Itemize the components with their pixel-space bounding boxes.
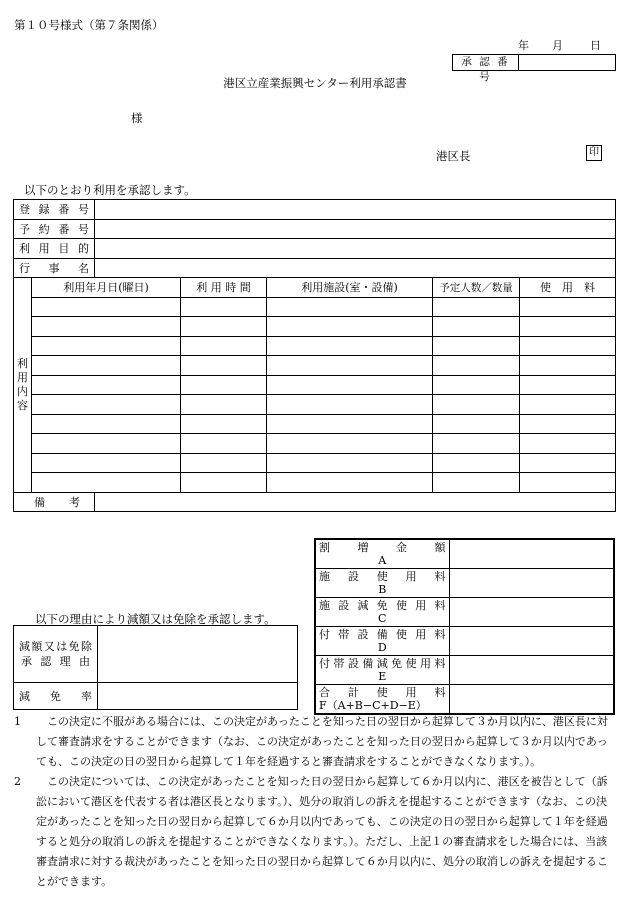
- facility-cell[interactable]: [267, 414, 433, 434]
- reduction-table: [13, 625, 298, 710]
- fee-label-facility-reduction: 施設減免使用料 C: [315, 598, 449, 627]
- date-month-label: 月: [552, 39, 563, 52]
- date-cell[interactable]: [32, 375, 181, 395]
- usage-label-char: 内: [17, 384, 28, 398]
- document-title: 港区立産業振興センター利用承認書: [223, 76, 407, 90]
- usage-details-label: [14, 278, 32, 493]
- notes-section: [14, 712, 616, 892]
- column-header-date: 利用年月日(曜日): [32, 278, 181, 298]
- facility-cell[interactable]: [267, 434, 433, 454]
- date-cell[interactable]: [32, 473, 181, 493]
- reservation-number-field[interactable]: [95, 219, 616, 239]
- approval-number-label: 承 認 番 号: [453, 55, 519, 70]
- fee-cell[interactable]: [520, 297, 616, 317]
- fee-value-facility[interactable]: [449, 569, 614, 598]
- date-cell[interactable]: [32, 453, 181, 473]
- fee-cell[interactable]: [520, 453, 616, 473]
- people-cell[interactable]: [433, 375, 520, 395]
- facility-cell[interactable]: [267, 356, 433, 376]
- reservation-number-label: 予約番号: [14, 219, 95, 239]
- usage-row: [14, 356, 616, 376]
- people-cell[interactable]: [433, 414, 520, 434]
- time-cell[interactable]: [181, 453, 267, 473]
- time-cell[interactable]: [181, 356, 267, 376]
- date-year-label: 年: [518, 39, 529, 52]
- usage-row: [14, 395, 616, 415]
- facility-cell[interactable]: [267, 317, 433, 337]
- usage-row: [14, 453, 616, 473]
- note-item: [14, 772, 616, 892]
- usage-row: [14, 414, 616, 434]
- fee-value-equipment-reduction[interactable]: [449, 656, 614, 685]
- date-cell[interactable]: [32, 336, 181, 356]
- time-cell[interactable]: [181, 434, 267, 454]
- fee-value-facility-reduction[interactable]: [449, 598, 614, 627]
- date-cell[interactable]: [32, 317, 181, 337]
- time-cell[interactable]: [181, 336, 267, 356]
- facility-cell[interactable]: [267, 453, 433, 473]
- fee-cell[interactable]: [520, 395, 616, 415]
- usage-label-char: 用: [17, 370, 28, 384]
- time-cell[interactable]: [181, 297, 267, 317]
- date-cell[interactable]: [32, 297, 181, 317]
- fee-cell[interactable]: [520, 336, 616, 356]
- fee-label-total: 合計使用料 F（A+B−C+D−E）: [315, 685, 449, 715]
- usage-label-char: 容: [17, 398, 28, 412]
- remarks-label: 備考: [14, 492, 95, 512]
- people-cell[interactable]: [433, 453, 520, 473]
- registration-number-label: 登録番号: [14, 200, 95, 220]
- usage-table: [13, 199, 616, 512]
- fee-label-equipment-reduction: 付帯設備減免使用料 E: [315, 656, 449, 685]
- time-cell[interactable]: [181, 395, 267, 415]
- facility-cell[interactable]: [267, 375, 433, 395]
- usage-row: [14, 297, 616, 317]
- time-cell[interactable]: [181, 375, 267, 395]
- remarks-field[interactable]: [95, 492, 616, 512]
- column-header-time: 利 用 時 間: [181, 278, 267, 298]
- people-cell[interactable]: [433, 395, 520, 415]
- time-cell[interactable]: [181, 473, 267, 493]
- fee-value-surcharge[interactable]: [449, 539, 614, 569]
- people-cell[interactable]: [433, 297, 520, 317]
- note-number: 2: [14, 775, 21, 788]
- note-text: この決定に不服がある場合には、この決定があったことを知った日の翌日から起算して３か月以内に、港区長に対して審査請求をすることができます（なお、この決定があったことを知った日の翌日から起算して３か月以内であっても、この決定の日の翌日から起算して１年を経過すると審査請求をすることができなくなります。）。: [36, 715, 608, 768]
- date-cell[interactable]: [32, 434, 181, 454]
- fee-cell[interactable]: [520, 414, 616, 434]
- usage-row: [14, 375, 616, 395]
- date-cell[interactable]: [32, 395, 181, 415]
- people-cell[interactable]: [433, 356, 520, 376]
- usage-row: [14, 434, 616, 454]
- fee-calculation-table: [314, 538, 615, 715]
- registration-number-field[interactable]: [95, 200, 616, 220]
- usage-row: [14, 473, 616, 493]
- reduction-rate-field[interactable]: [98, 683, 298, 710]
- reduction-intro: 以下の理由により減額又は免除を承認します。: [35, 612, 276, 626]
- fee-label-facility: 施設使用料 B: [315, 569, 449, 598]
- fee-value-total[interactable]: [449, 685, 614, 715]
- form-number: 第１０号様式（第７条関係）: [14, 18, 164, 32]
- people-cell[interactable]: [433, 317, 520, 337]
- people-cell[interactable]: [433, 336, 520, 356]
- approval-number-field[interactable]: [519, 55, 615, 70]
- reduction-rate-label: 減免率: [14, 683, 98, 710]
- column-header-fee: 使 用 料: [520, 278, 616, 298]
- note-text: この決定については、この決定があったことを知った日の翌日から起算して６か月以内に、港区を被告として（訴訟において港区を代表する者は港区長となります。）、処分の取消しの訴えを提起することができます（なお、この決定があったことを知った日の翌日から起算して６か月以内であっても、この決定の日の翌日から起算して１年を経過すると処分の取消しの訴えを提起することができなくなります。）。ただし、上記１の審査請求をした場合には、当該審査請求に対する裁決があったことを知った日の翌日から起算して６か月以内に、処分の取消しの訴えを提起することができます。: [36, 775, 608, 888]
- facility-cell[interactable]: [267, 336, 433, 356]
- issuer-name: 港区長: [436, 149, 471, 163]
- facility-cell[interactable]: [267, 297, 433, 317]
- fee-label-equipment: 付帯設備使用料 D: [315, 627, 449, 656]
- time-cell[interactable]: [181, 414, 267, 434]
- event-name-field[interactable]: [95, 258, 616, 278]
- date-cell[interactable]: [32, 414, 181, 434]
- people-cell[interactable]: [433, 434, 520, 454]
- column-header-facility: 利用施設(室・設備): [267, 278, 433, 298]
- fee-cell[interactable]: [520, 356, 616, 376]
- approval-intro: 以下のとおり利用を承認します。: [24, 183, 196, 197]
- fee-cell[interactable]: [520, 473, 616, 493]
- addressee-suffix: 様: [131, 111, 143, 125]
- fee-cell[interactable]: [520, 434, 616, 454]
- usage-label-char: 利: [17, 356, 28, 370]
- event-name-label: 行事名: [14, 258, 95, 278]
- fee-value-equipment[interactable]: [449, 627, 614, 656]
- fee-cell[interactable]: [520, 375, 616, 395]
- time-cell[interactable]: [181, 317, 267, 337]
- facility-cell[interactable]: [267, 473, 433, 493]
- note-number: 1: [14, 715, 21, 728]
- purpose-field[interactable]: [95, 239, 616, 259]
- facility-cell[interactable]: [267, 395, 433, 415]
- note-item: [14, 712, 616, 772]
- reduction-reason-label: 減額又は免除 承認理由: [14, 626, 98, 683]
- people-cell[interactable]: [433, 473, 520, 493]
- approval-number-box: [452, 54, 616, 83]
- usage-row: [14, 336, 616, 356]
- reduction-reason-field[interactable]: [98, 626, 298, 683]
- fee-cell[interactable]: [520, 317, 616, 337]
- seal-mark: 印: [586, 145, 602, 161]
- purpose-label: 利用目的: [14, 239, 95, 259]
- usage-row: [14, 317, 616, 337]
- fee-label-surcharge: 割増金額 A: [315, 539, 449, 569]
- date-cell[interactable]: [32, 356, 181, 376]
- column-header-people: 予定人数／数量: [433, 278, 520, 298]
- date-day-label: 日: [590, 39, 601, 52]
